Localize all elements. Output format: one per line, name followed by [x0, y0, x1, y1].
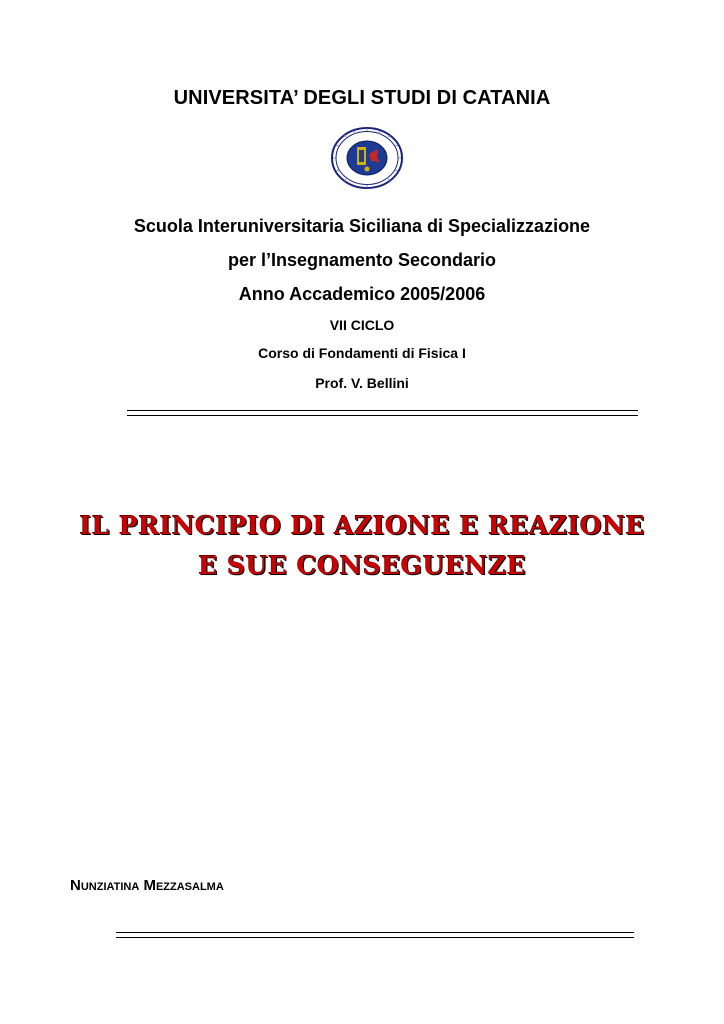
school-name-line1: Scuola Interuniversitaria Siciliana di Specializzazione: [133, 216, 591, 236]
professor-name: Prof. V. Bellini: [315, 375, 409, 391]
double-rule-bottom: [116, 932, 634, 938]
cycle-label: VII CICLO: [329, 317, 395, 333]
university-seal-icon: [330, 127, 404, 189]
university-name: UNIVERSITA’ DEGLI STUDI DI CATANIA: [173, 87, 551, 109]
school-name-line2: per l’Insegnamento Secondario: [227, 250, 497, 270]
author-name: Nunziatina Mezzasalma: [70, 877, 224, 894]
course-name: Corso di Fondamenti di Fisica I: [258, 345, 466, 361]
document-title-line2: E SUE CONSEGUENZE: [198, 551, 526, 580]
double-rule-top: [127, 410, 638, 416]
document-title-line1: IL PRINCIPIO DI AZIONE E REAZIONE: [79, 511, 645, 540]
academic-year: Anno Accademico 2005/2006: [238, 284, 486, 304]
